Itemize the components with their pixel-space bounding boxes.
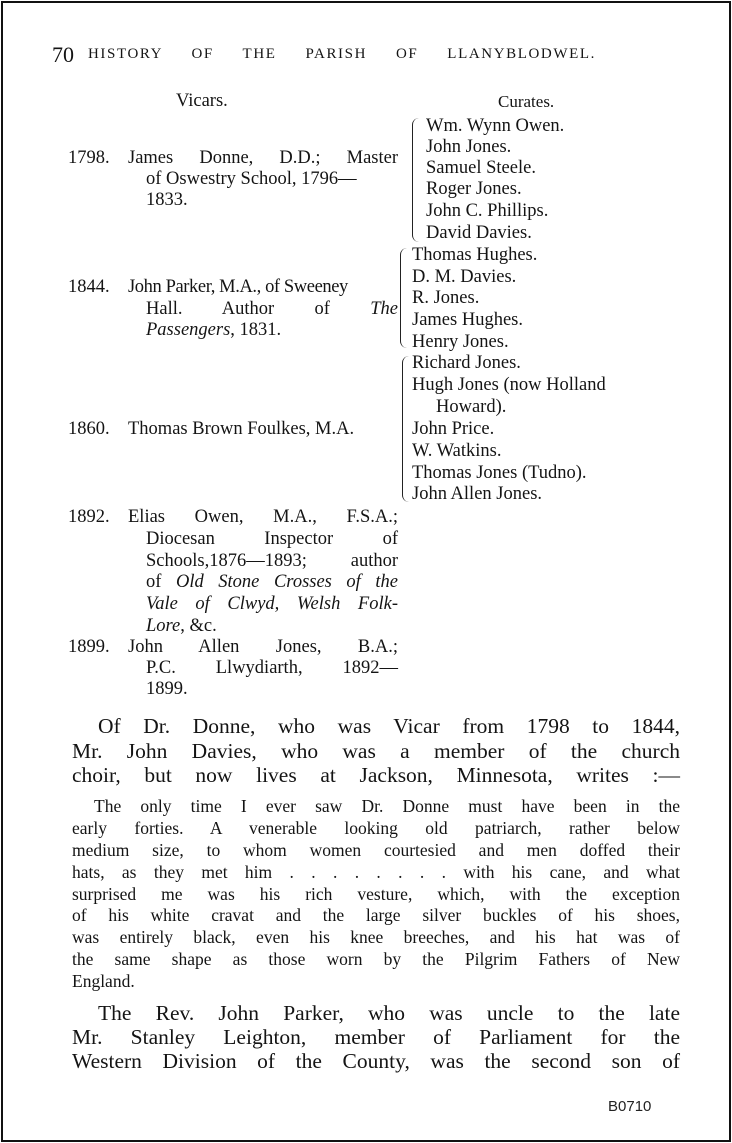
paragraph-line: Mr. Stanley Leighton, member of Parliament for the xyxy=(72,1025,680,1049)
curate-name: Thomas Hughes. xyxy=(412,245,538,265)
vicar-entry-line: Vale of Clwyd, Welsh Folk- xyxy=(146,594,398,614)
paragraph-line: Of Dr. Donne, who was Vicar from 1798 to 1844, xyxy=(98,714,680,738)
curate-name: Wm. Wynn Owen. xyxy=(426,116,565,136)
curate-name: W. Watkins. xyxy=(412,441,502,461)
vicar-entry-line: Elias Owen, M.A., F.S.A.; xyxy=(128,507,398,527)
curate-name: Thomas Jones (Tudno). xyxy=(412,463,587,483)
scan-code: B0710 xyxy=(608,1098,652,1115)
vicar-entry-line: Lore, &c. xyxy=(146,616,217,636)
curate-name: Henry Jones. xyxy=(412,332,509,352)
vicar-entry-line: James Donne, D.D.; Master xyxy=(128,148,398,168)
vicar-year: 1844. xyxy=(68,277,110,297)
quote-line: surprised me was his rich vesture, which, with the exception xyxy=(72,884,680,904)
quote-line: England. xyxy=(72,971,135,991)
vicar-entry-line: John Parker, M.A., of Sweeney xyxy=(128,277,348,297)
quote-line: was entirely black, even his knee breeches, and his hat was of xyxy=(72,927,680,947)
vicar-entry-line: 1833. xyxy=(146,190,188,210)
curate-name: Howard). xyxy=(436,397,507,417)
curates-heading: Curates. xyxy=(498,92,555,111)
vicar-entry-line: Thomas Brown Foulkes, M.A. xyxy=(128,419,355,439)
quote-line: medium size, to whom women courtesied and men doffed their xyxy=(72,840,680,860)
vicar-entry-line: Hall. Author of The xyxy=(146,299,399,319)
paragraph-line: choir, but now lives at Jackson, Minnesota, writes :— xyxy=(72,763,680,787)
vicar-year: 1798. xyxy=(68,148,110,168)
paragraph-line: Mr. John Davies, who was a member of the church xyxy=(72,739,680,763)
running-header: HISTORY OF THE PARISH OF LLANYBLODWEL. xyxy=(88,46,596,62)
curate-name: John C. Phillips. xyxy=(426,201,549,221)
vicar-year: 1892. xyxy=(68,507,110,527)
vicar-entry-line: of Oswestry School, 1796— xyxy=(146,169,357,189)
quote-line: hats, as they met him . . . . . . . . with his cane, and what xyxy=(72,862,680,882)
curates-brace xyxy=(402,356,409,502)
quote-line: the same shape as those worn by the Pilgrim Fathers of New xyxy=(72,949,680,969)
quote-line: The only time I ever saw Dr. Donne must have been in the xyxy=(94,796,680,816)
vicar-entry-line: 1899. xyxy=(146,679,188,699)
vicar-entry-line: P.C. Llwydiarth, 1892— xyxy=(146,658,398,678)
vicar-entry-line: of Old Stone Crosses of the xyxy=(146,572,398,592)
curate-name: James Hughes. xyxy=(412,310,523,330)
curate-name: Hugh Jones (now Holland xyxy=(412,375,606,395)
curate-name: Roger Jones. xyxy=(426,179,522,199)
page-number: 70 xyxy=(52,42,74,67)
quote-line: of his white cravat and the large silver buckles of his shoes, xyxy=(72,905,680,925)
curate-name: D. M. Davies. xyxy=(412,267,517,287)
curate-name: John Allen Jones. xyxy=(412,484,543,504)
quote-line: early forties. A venerable looking old patriarch, rather below xyxy=(72,818,680,838)
vicar-entry-line: Diocesan Inspector of xyxy=(146,529,398,549)
vicar-entry-line: John Allen Jones, B.A.; xyxy=(128,637,398,657)
curate-name: John Price. xyxy=(412,419,495,439)
paragraph-line: Western Division of the County, was the second son of xyxy=(72,1049,680,1073)
vicar-entry-line: Passengers, 1831. xyxy=(146,320,282,340)
vicar-year: 1899. xyxy=(68,637,110,657)
paragraph-line: The Rev. John Parker, who was uncle to the late xyxy=(98,1001,680,1025)
curate-name: John Jones. xyxy=(426,137,512,157)
vicars-heading: Vicars. xyxy=(176,91,228,111)
curate-name: R. Jones. xyxy=(412,288,480,308)
vicar-entry-line: Schools,1876—1893; author xyxy=(146,551,398,571)
curate-name: David Davies. xyxy=(426,223,532,243)
curate-name: Richard Jones. xyxy=(412,353,521,373)
vicar-year: 1860. xyxy=(68,419,110,439)
curate-name: Samuel Steele. xyxy=(426,158,536,178)
curates-brace xyxy=(400,248,407,348)
curates-brace xyxy=(412,118,419,242)
